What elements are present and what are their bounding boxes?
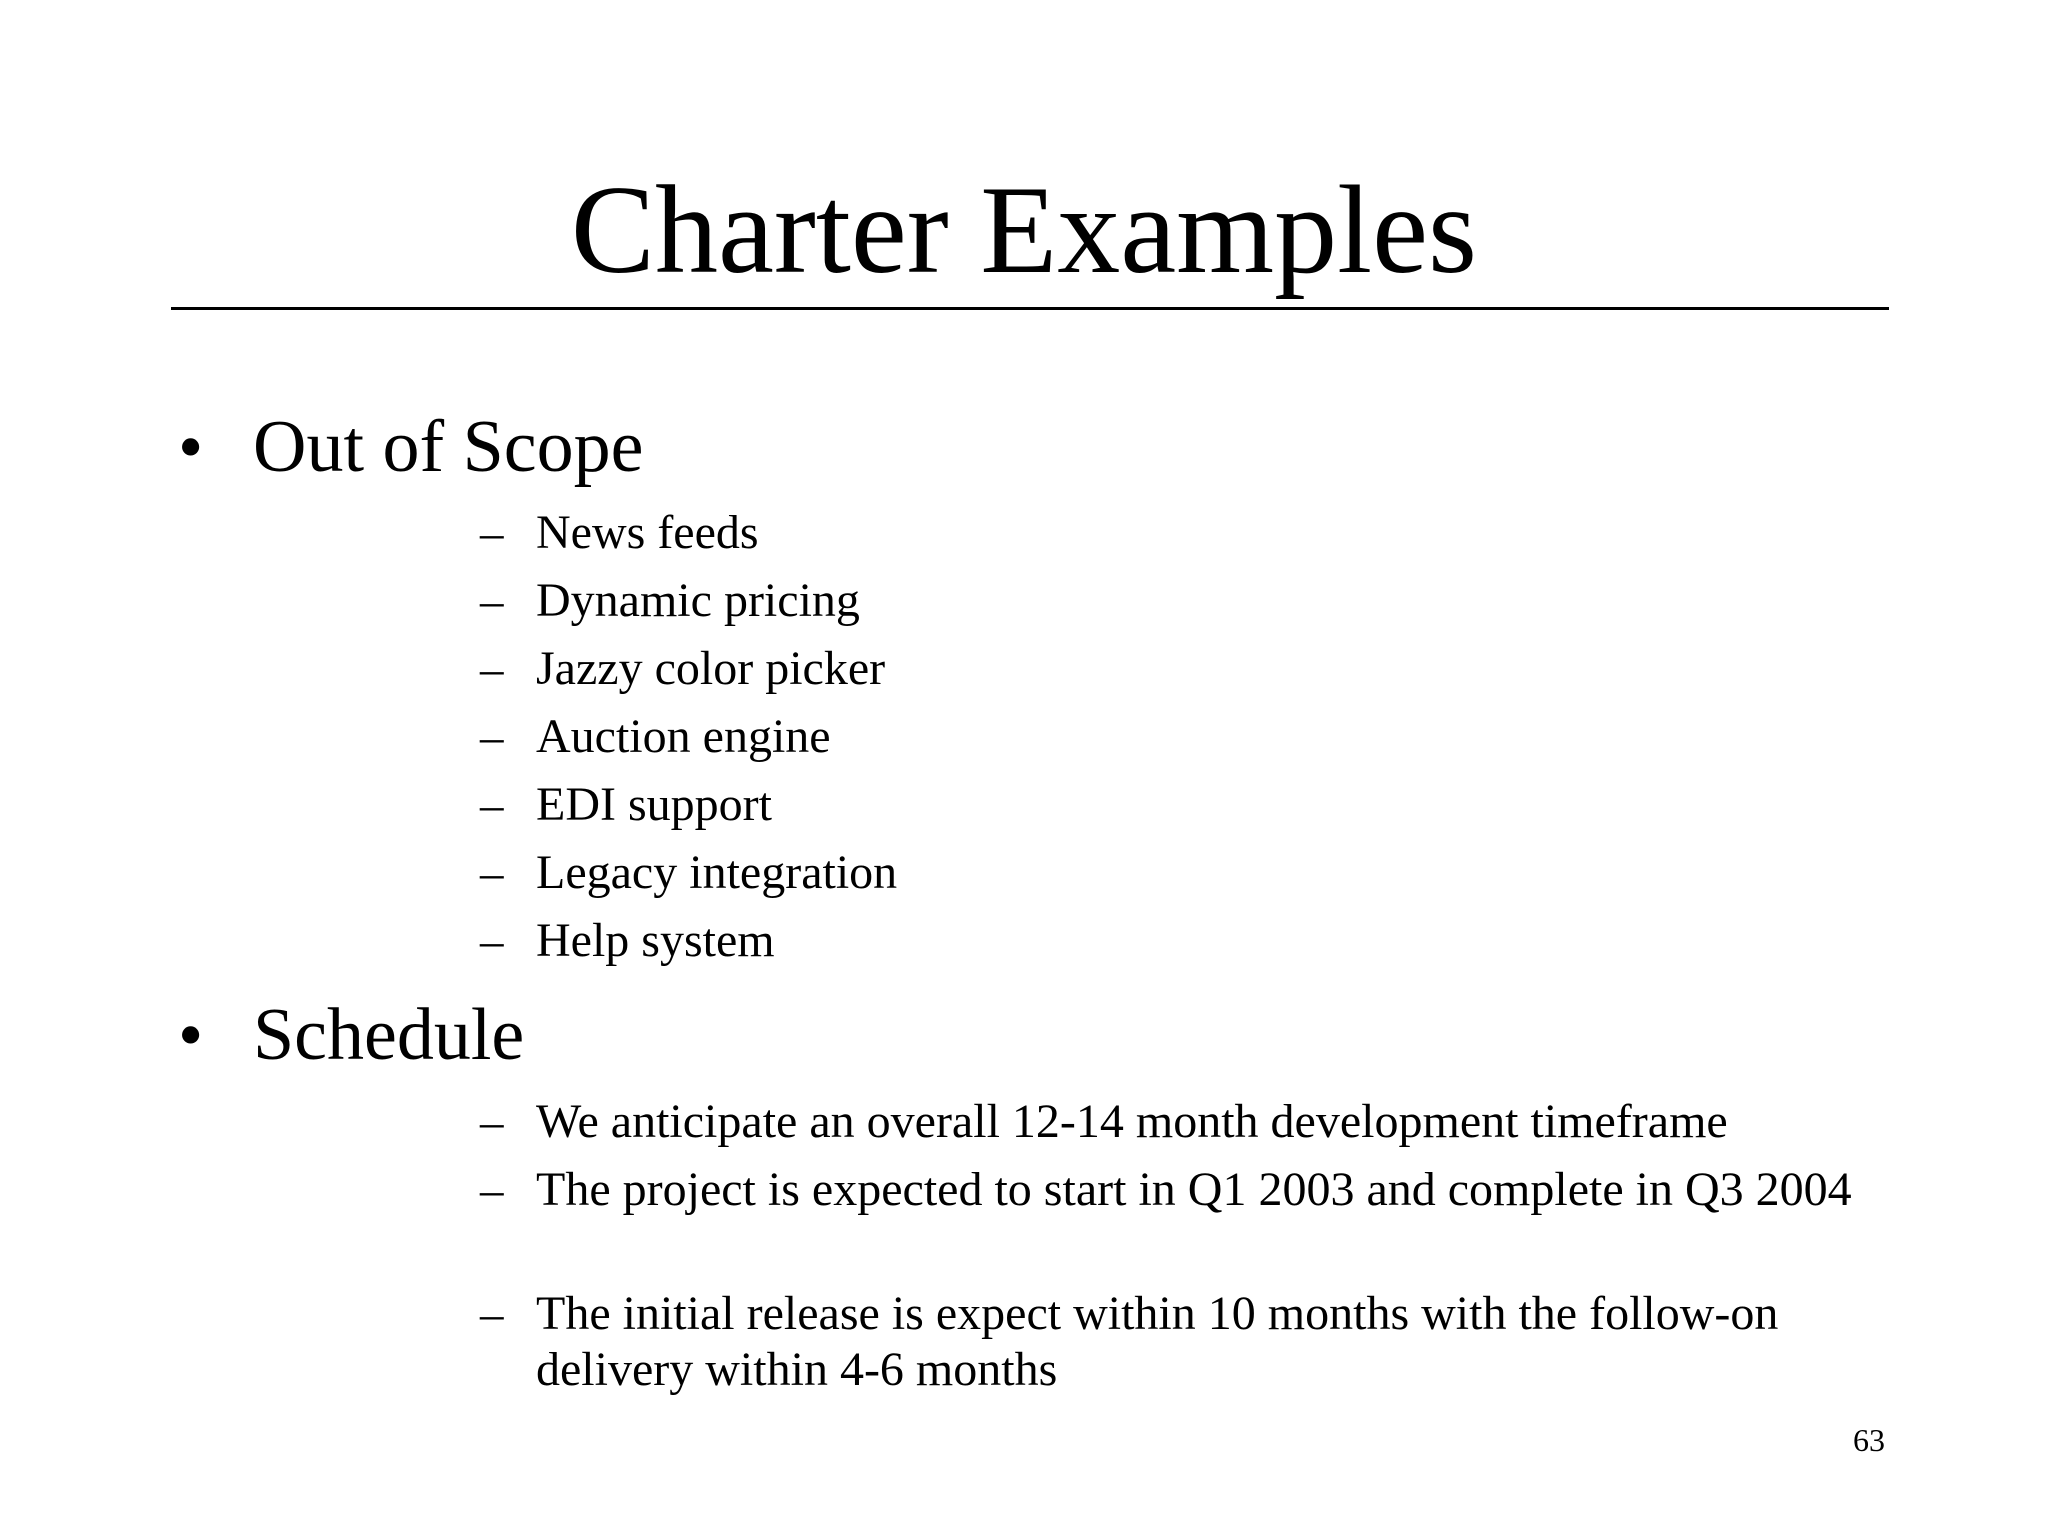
list-item-text: EDI support: [536, 778, 772, 831]
page-number: 63: [1853, 1422, 1885, 1458]
section-heading-schedule: Schedule: [253, 994, 525, 1076]
dash-icon: –: [480, 507, 504, 559]
dash-icon: –: [480, 915, 504, 967]
dash-icon: –: [480, 779, 504, 831]
list-item-text: The project is expected to start in Q1 2003 and complete in Q3 2004: [536, 1163, 1852, 1216]
title-divider: [171, 307, 1889, 310]
list-item-text: Help system: [536, 914, 775, 967]
list-item-text: Auction engine: [536, 710, 831, 763]
section-heading-out-of-scope: Out of Scope: [253, 406, 644, 488]
dash-icon: –: [480, 643, 504, 695]
dash-icon: –: [480, 1164, 504, 1216]
dash-icon: –: [480, 711, 504, 763]
dash-icon: –: [480, 1288, 504, 1340]
dash-icon: –: [480, 847, 504, 899]
list-item-text: We anticipate an overall 12-14 month development timeframe: [536, 1095, 1728, 1148]
dash-icon: –: [480, 1096, 504, 1148]
list-item-text: The initial release is expect within 10 months with the follow-on delivery within 4-6 months: [536, 1287, 1779, 1396]
bullet-icon: •: [178, 995, 204, 1075]
list-item-text: Jazzy color picker: [536, 642, 886, 695]
dash-icon: –: [480, 575, 504, 627]
slide-title: Charter Examples: [570, 161, 1478, 300]
bullet-icon: •: [178, 407, 204, 487]
list-item-text: Dynamic pricing: [536, 574, 860, 627]
list-item-text: Legacy integration: [536, 846, 898, 899]
list-item-text: News feeds: [536, 506, 759, 559]
